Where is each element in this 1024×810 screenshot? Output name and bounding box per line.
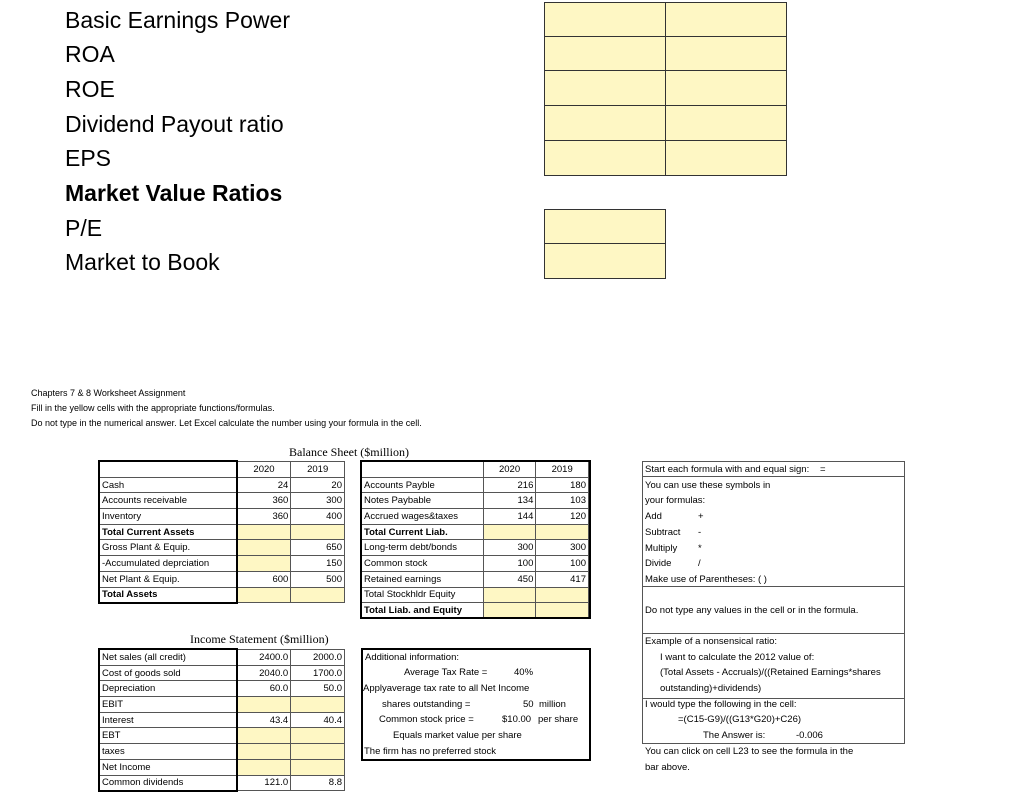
example-line-2: (Total Assets - Accruals)/((Retained Earnings*shares [660,667,881,678]
row-label: Net Income [100,759,237,775]
table-row [100,556,345,572]
row-label: Long-term debt/bonds [362,540,484,556]
instruction-line-2: Do not type in the numerical answer. Let Excel calculate the number using your formula in the cell. [31,418,422,428]
market-value-note: Equals market value per share [393,730,522,741]
click-note-2: bar above. [645,762,690,773]
ratio-label-dividend-payout: Dividend Payout ratio [65,111,284,137]
op-multiply-symbol: * [698,543,702,554]
table-row [100,540,345,556]
table-row [362,477,589,493]
total-current-assets-2020-cell[interactable] [237,524,291,540]
table-row [100,477,345,493]
np-2019-cell[interactable]: 103 [536,493,589,509]
dividends-2019-cell[interactable]: 8.8 [291,775,345,791]
op-add-symbol: + [698,511,704,522]
equal-sign-symbol: = [820,464,826,475]
additional-info-header: Additional information: [365,652,459,663]
total-assets-2019-cell[interactable] [291,587,345,603]
accrued-2019-cell[interactable]: 120 [536,509,589,525]
net-income-2020-cell[interactable] [237,759,291,775]
stock-price-unit: per share [538,714,579,725]
total-current-liab-2019-cell[interactable] [536,524,589,540]
shares-outstanding-value[interactable]: 50 [523,699,534,710]
table-row [362,540,589,556]
op-divide-label: Divide [645,558,672,569]
table-row [100,744,345,760]
payout-2020-cell[interactable] [544,105,666,141]
total-current-liab-2020-cell[interactable] [483,524,536,540]
ratio-label-roa: ROA [65,41,115,67]
net-sales-2019-cell[interactable]: 2000.0 [291,650,345,666]
table-row [100,759,345,775]
total-liab-equity-2020-cell[interactable] [483,603,536,619]
table-row [100,650,345,666]
ap-2019-cell[interactable]: 180 [536,477,589,493]
cogs-2020-cell[interactable]: 2040.0 [237,665,291,681]
answer-label: The Answer is: [703,730,766,741]
stock-price-label: Common stock price = [379,714,474,725]
parentheses-note: Make use of Parentheses: ( ) [645,574,767,585]
tax-rate-label: Average Tax Rate = [404,667,488,678]
ratio-label-roe: ROE [65,76,115,102]
row-label: Accrued wages&taxes [362,509,484,525]
ap-2020-cell[interactable]: 216 [483,477,536,493]
row-label: Total Current Assets [100,524,238,540]
cash-2019-cell[interactable]: 20 [291,477,345,493]
inventory-2020-cell[interactable]: 360 [237,509,291,525]
bep-2019-cell[interactable] [665,2,787,37]
total-assets-2020-cell[interactable] [237,587,291,603]
total-current-assets-2019-cell[interactable] [291,524,345,540]
table-row [362,509,589,525]
np-2020-cell[interactable]: 134 [483,493,536,509]
ratio-label-pe: P/E [65,215,103,241]
market-to-book-2020-cell[interactable] [544,243,666,279]
eps-2019-cell[interactable] [665,140,787,176]
liabilities-header-blank [362,462,484,478]
ebt-2019-cell[interactable] [291,728,345,744]
liabilities-year-row [362,462,589,478]
net-sales-2020-cell[interactable]: 2400.0 [237,650,291,666]
row-label: Net Plant & Equip. [100,571,238,587]
row-label: Interest [100,712,237,728]
op-subtract-label: Subtract [645,527,681,538]
assets-header-blank [100,462,238,478]
ratio-label-eps: EPS [65,145,112,171]
row-label: EBT [100,728,237,744]
gross-plant-2020-cell[interactable] [237,540,291,556]
example-line-4: I would type the following in the cell: [645,699,797,710]
assets-year-row [100,462,345,478]
table-row [100,712,345,728]
ratio-label-basic-earnings-power: Basic Earnings Power [65,7,290,33]
op-subtract-symbol: - [698,527,702,538]
ratio-label-market-to-book: Market to Book [65,249,220,275]
symbols-intro-1: You can use these symbols in [645,480,771,491]
table-row [362,524,589,540]
liabilities-year-2019: 2019 [536,462,589,478]
apply-tax-note: Applyaverage tax rate to all Net Income [363,683,530,694]
op-divide-symbol: / [698,558,701,569]
common-stock-2019-cell[interactable]: 100 [536,556,589,572]
op-add-label: Add [645,511,662,522]
start-formula-text: Start each formula with and equal sign: [645,464,810,475]
stock-price-value[interactable]: $10.00 [502,714,532,725]
roa-2019-cell[interactable] [665,36,787,71]
dividends-2020-cell[interactable]: 121.0 [237,775,291,791]
example-title: Example of a nonsensical ratio: [645,636,778,647]
eps-2020-cell[interactable] [544,140,666,176]
depreciation-2020-cell[interactable]: 60.0 [237,681,291,697]
table-row [100,697,345,713]
table-row [100,509,345,525]
liabilities-table [361,461,589,619]
income-statement-title: Income Statement ($million) [190,632,329,646]
click-note-1: You can click on cell L23 to see the formula in the [645,746,854,757]
row-label: Retained earnings [362,571,484,587]
ebit-2020-cell[interactable] [237,697,291,713]
assets-table [99,461,345,603]
row-label: Accounts Payble [362,477,484,493]
table-row [100,587,345,603]
section-heading-market-value-ratios: Market Value Ratios [65,180,283,206]
income-statement-table [99,649,345,791]
bep-2020-cell[interactable] [544,2,666,37]
row-label: Total Current Liab. [362,524,484,540]
example-formula: =(C15-G9)/((G13*G20)+C26) [678,714,802,725]
row-label: Depreciation [100,681,237,697]
retained-earnings-2020-cell[interactable]: 450 [483,571,536,587]
interest-2020-cell[interactable]: 43.4 [237,712,291,728]
table-row [100,728,345,744]
ebit-2019-cell[interactable] [291,697,345,713]
table-row [100,524,345,540]
instruction-line-1: Fill in the yellow cells with the appropriate functions/formulas. [31,403,275,413]
table-row [100,681,345,697]
row-label: -Accumulated deprciation [100,556,238,572]
ltd-2020-cell[interactable]: 300 [483,540,536,556]
accum-depr-2019-cell[interactable]: 150 [291,556,345,572]
cogs-2019-cell[interactable]: 1700.0 [291,665,345,681]
taxes-2019-cell[interactable] [291,744,345,760]
row-label: EBIT [100,697,237,713]
interest-2019-cell[interactable]: 40.4 [291,712,345,728]
table-row [100,665,345,681]
assets-year-2019: 2019 [291,462,345,478]
example-line-3: outstanding)+dividends) [660,683,762,694]
row-label: Cost of goods sold [100,665,237,681]
table-row [362,493,589,509]
taxes-2020-cell[interactable] [237,744,291,760]
row-label: Cash [100,477,238,493]
assets-year-2020: 2020 [237,462,291,478]
net-income-2019-cell[interactable] [291,759,345,775]
table-row [362,556,589,572]
balance-sheet-title: Balance Sheet ($million) [289,445,409,459]
ebt-2020-cell[interactable] [237,728,291,744]
shares-outstanding-label: shares outstanding = [382,699,471,710]
roe-2020-cell[interactable] [544,70,666,106]
row-label: Total Stockhldr Equity [362,587,484,603]
ar-2020-cell[interactable]: 360 [237,493,291,509]
cash-2020-cell[interactable]: 24 [237,477,291,493]
ltd-2019-cell[interactable]: 300 [536,540,589,556]
total-equity-2020-cell[interactable] [483,587,536,603]
assignment-title: Chapters 7 & 8 Worksheet Assignment [31,388,186,398]
accum-depr-2020-cell[interactable] [237,556,291,572]
total-liab-equity-2019-cell[interactable] [536,603,589,619]
table-row [362,603,589,619]
liabilities-year-2020: 2020 [483,462,536,478]
row-label: Total Liab. and Equity [362,603,484,619]
example-line-1: I want to calculate the 2012 value of: [660,652,815,663]
row-label: taxes [100,744,237,760]
total-equity-2019-cell[interactable] [536,587,589,603]
symbols-intro-2: your formulas: [645,495,706,506]
row-label: Common dividends [100,775,237,791]
table-row [100,775,345,791]
no-preferred-note: The firm has no preferred stock [364,746,496,757]
row-label: Gross Plant & Equip. [100,540,238,556]
table-row [362,587,589,603]
net-plant-2019-cell[interactable]: 500 [291,571,345,587]
row-label: Common stock [362,556,484,572]
pe-2020-cell[interactable] [544,209,666,244]
ar-2019-cell[interactable]: 300 [291,493,345,509]
no-values-note: Do not type any values in the cell or in the formula. [645,605,859,616]
shares-outstanding-unit: million [539,699,566,710]
depreciation-2019-cell[interactable]: 50.0 [291,681,345,697]
row-label: Inventory [100,509,238,525]
table-row [100,571,345,587]
net-plant-2020-cell[interactable]: 600 [237,571,291,587]
table-row [100,493,345,509]
row-label: Notes Paybable [362,493,484,509]
common-stock-2020-cell[interactable]: 100 [483,556,536,572]
tax-rate-value[interactable]: 40% [514,667,534,678]
answer-value-cell[interactable]: -0.006 [796,730,823,741]
row-label: Net sales (all credit) [100,650,237,666]
op-multiply-label: Multiply [645,543,678,554]
gross-plant-2019-cell[interactable]: 650 [291,540,345,556]
row-label: Accounts receivable [100,493,238,509]
roa-2020-cell[interactable] [544,36,666,71]
accrued-2020-cell[interactable]: 144 [483,509,536,525]
table-row [362,571,589,587]
row-label: Total Assets [100,587,238,603]
payout-2019-cell[interactable] [665,105,787,141]
retained-earnings-2019-cell[interactable]: 417 [536,571,589,587]
roe-2019-cell[interactable] [665,70,787,106]
inventory-2019-cell[interactable]: 400 [291,509,345,525]
